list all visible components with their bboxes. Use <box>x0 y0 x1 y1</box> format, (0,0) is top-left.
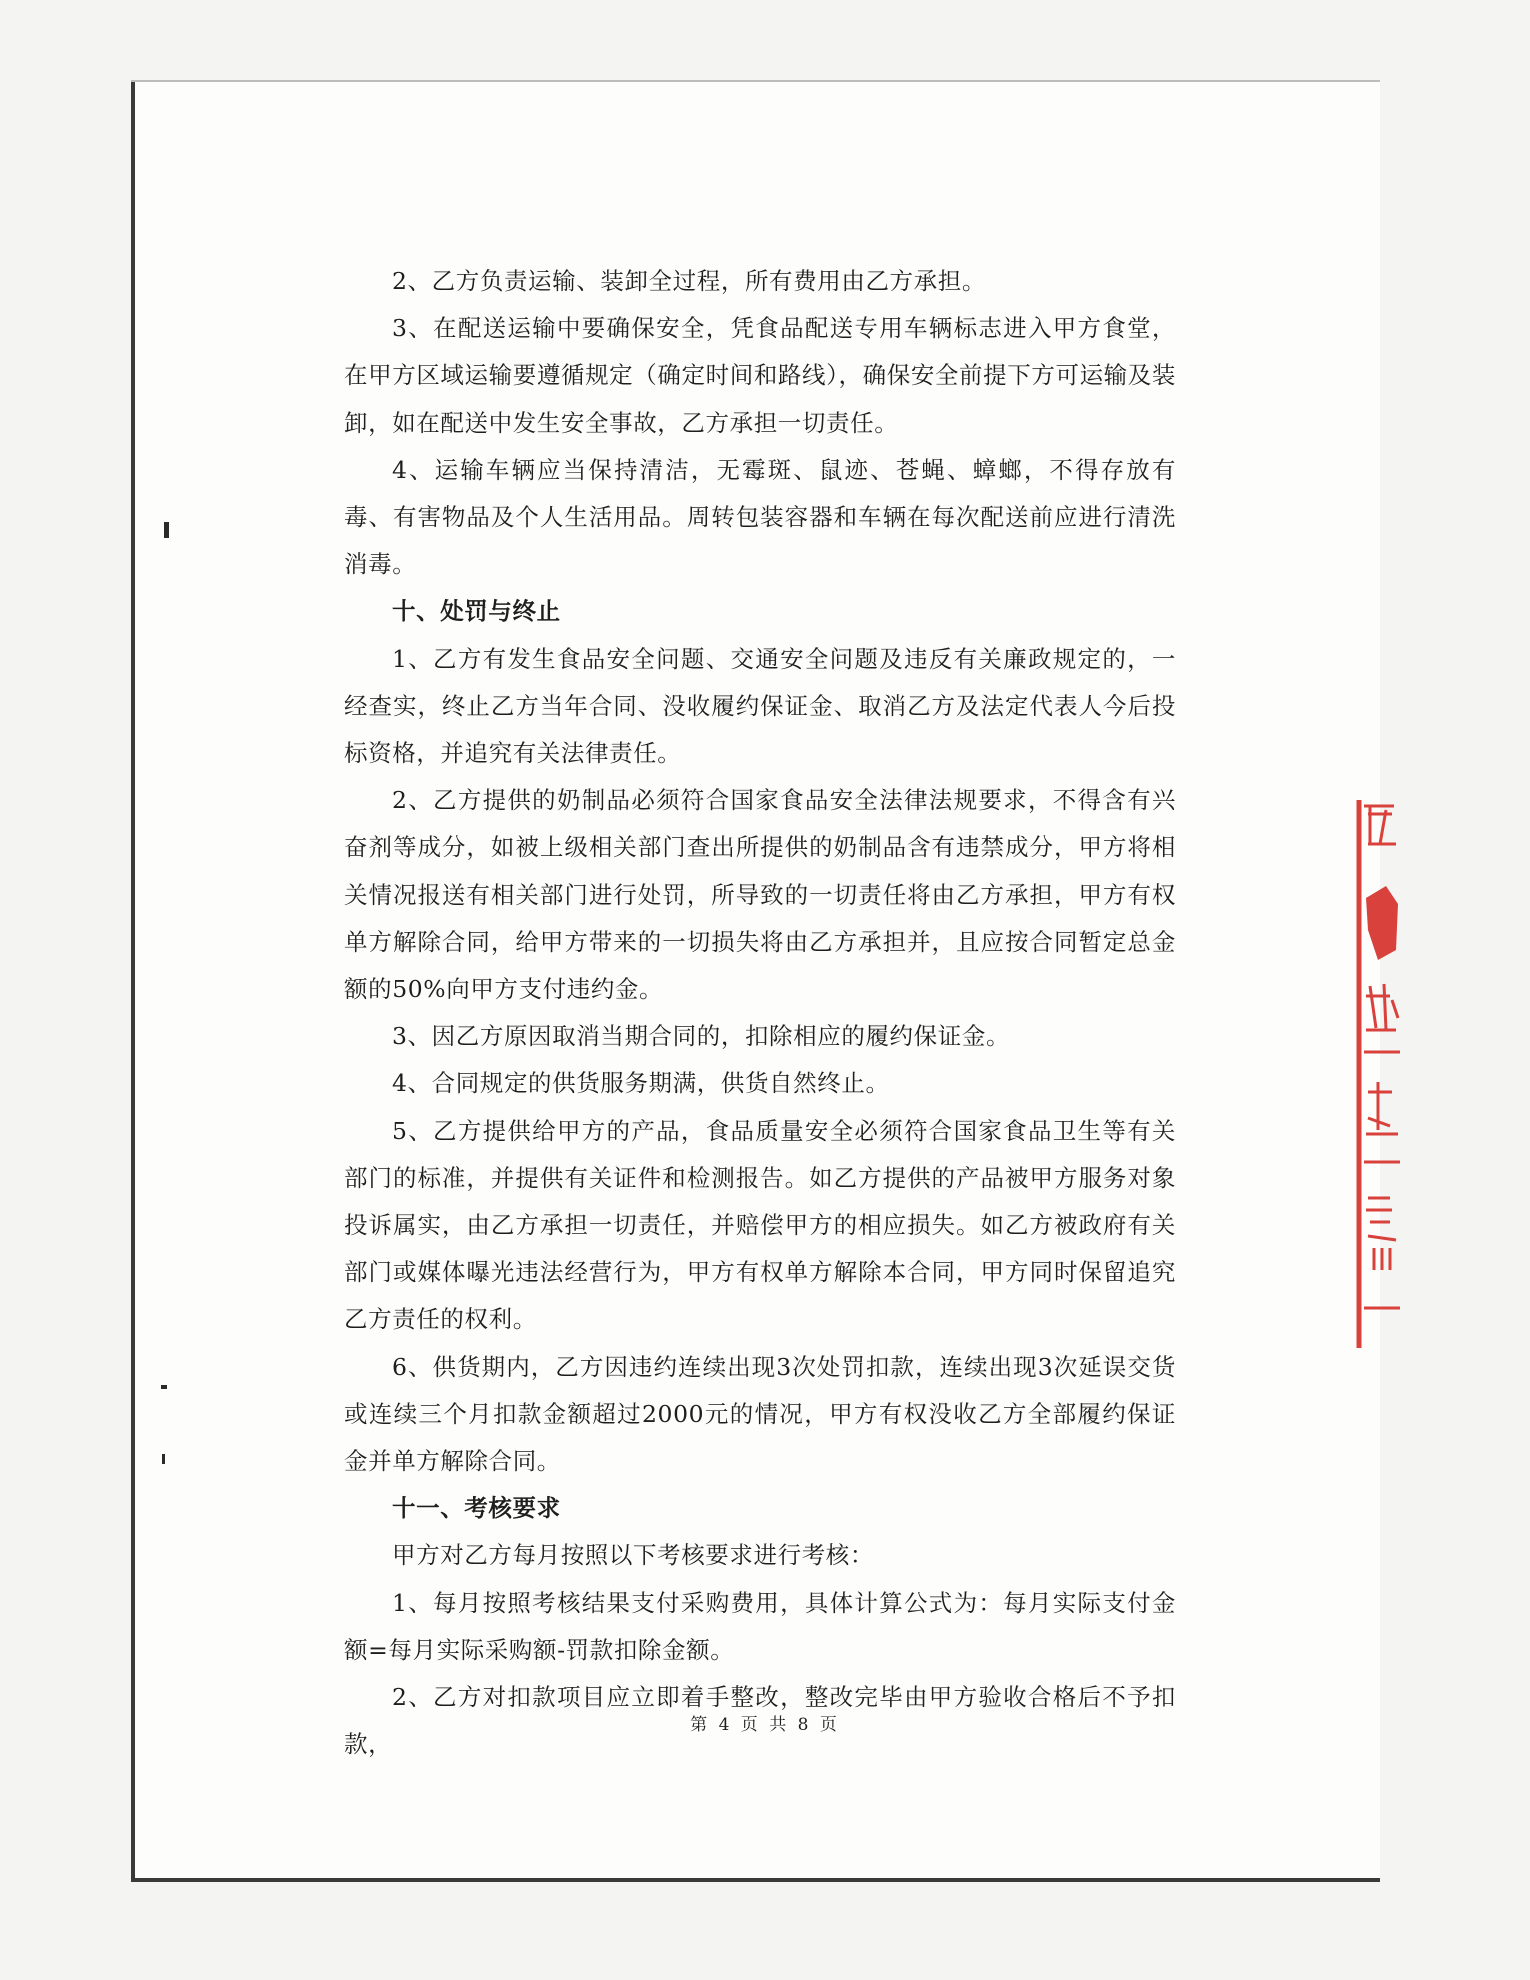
paragraph-3-safety: 3、在配送运输中要确保安全，凭食品配送专用车辆标志进入甲方食堂，在甲方区域运输要遵循规定（确定时间和路线），确保安全前提下方可运输及装卸，如在配送中发生安全事故，乙方承担一切责任。 <box>344 314 1176 437</box>
section-heading-assessment: 十一、考核要求 <box>392 1494 561 1523</box>
seal-stamp <box>1356 800 1404 1348</box>
scan-mark <box>164 522 169 538</box>
seal-fragment-icon <box>1356 800 1404 1348</box>
penalty-clause-3: 3、因乙方原因取消当期合同的，扣除相应的履约保证金。 <box>392 1022 1011 1051</box>
penalty-clause-6: 6、供货期内，乙方因违约连续出现3次处罚扣款，连续出现3次延误交货或连续三个月扣款金额超过2000元的情况，甲方有权没收乙方全部履约保证金并单方解除合同。 <box>344 1352 1176 1476</box>
scan-mark <box>162 1454 165 1464</box>
paragraph-4-vehicle: 4、运输车辆应当保持清洁，无霉斑、鼠迹、苍蝇、蟑螂，不得存放有毒、有害物品及个人生活用品。周转包装容器和车辆在每次配送前应进行清洗消毒。 <box>344 455 1176 579</box>
assessment-clause-1: 1、每月按照考核结果支付采购费用，具体计算公式为：每月实际支付金额=每月实际采购额-罚款扣除金额。 <box>344 1588 1176 1664</box>
penalty-clause-2: 2、乙方提供的奶制品必须符合国家食品安全法律法规要求，不得含有兴奋剂等成分，如被上级相关部门查出所提供的奶制品含有违禁成分，甲方将相关情况报送有相关部门进行处罚，所导致的一切责任将由乙方承担，甲方有权单方解除合同，给甲方带来的一切损失将由乙方承担并，且应按合同暂定总金额的50%向甲方支付违约金。 <box>344 786 1176 1004</box>
penalty-clause-4: 4、合同规定的供货服务期满，供货自然终止。 <box>392 1069 890 1098</box>
document-body <box>344 258 1176 1769</box>
assessment-intro: 甲方对乙方每月按照以下考核要求进行考核： <box>392 1541 874 1570</box>
scan-mark <box>161 1385 167 1389</box>
section-heading-penalty: 十、处罚与终止 <box>392 597 561 626</box>
paragraph-2-transport: 2、乙方负责运输、装卸全过程，所有费用由乙方承担。 <box>392 267 986 295</box>
page-number-footer: 第 4 页 共 8 页 <box>690 1715 840 1735</box>
penalty-clause-5: 5、乙方提供给甲方的产品，食品质量安全必须符合国家食品卫生等有关部门的标准，并提供有关证件和检测报告。如乙方提供的产品被甲方服务对象投诉属实，由乙方承担一切责任，并赔偿甲方的相应损失。如乙方被政府有关部门或媒体曝光违法经营行为，甲方有权单方解除本合同，甲方同时保留追究乙方责任的权利。 <box>344 1116 1176 1334</box>
assessment-clause-2: 2、乙方对扣款项目应立即着手整改，整改完毕由甲方验收合格后不予扣款， <box>344 1683 1176 1759</box>
penalty-clause-1: 1、乙方有发生食品安全问题、交通安全问题及违反有关廉政规定的，一经查实，终止乙方当年合同、没收履约保证金、取消乙方及法定代表人今后投标资格，并追究有关法律责任。 <box>344 644 1176 768</box>
